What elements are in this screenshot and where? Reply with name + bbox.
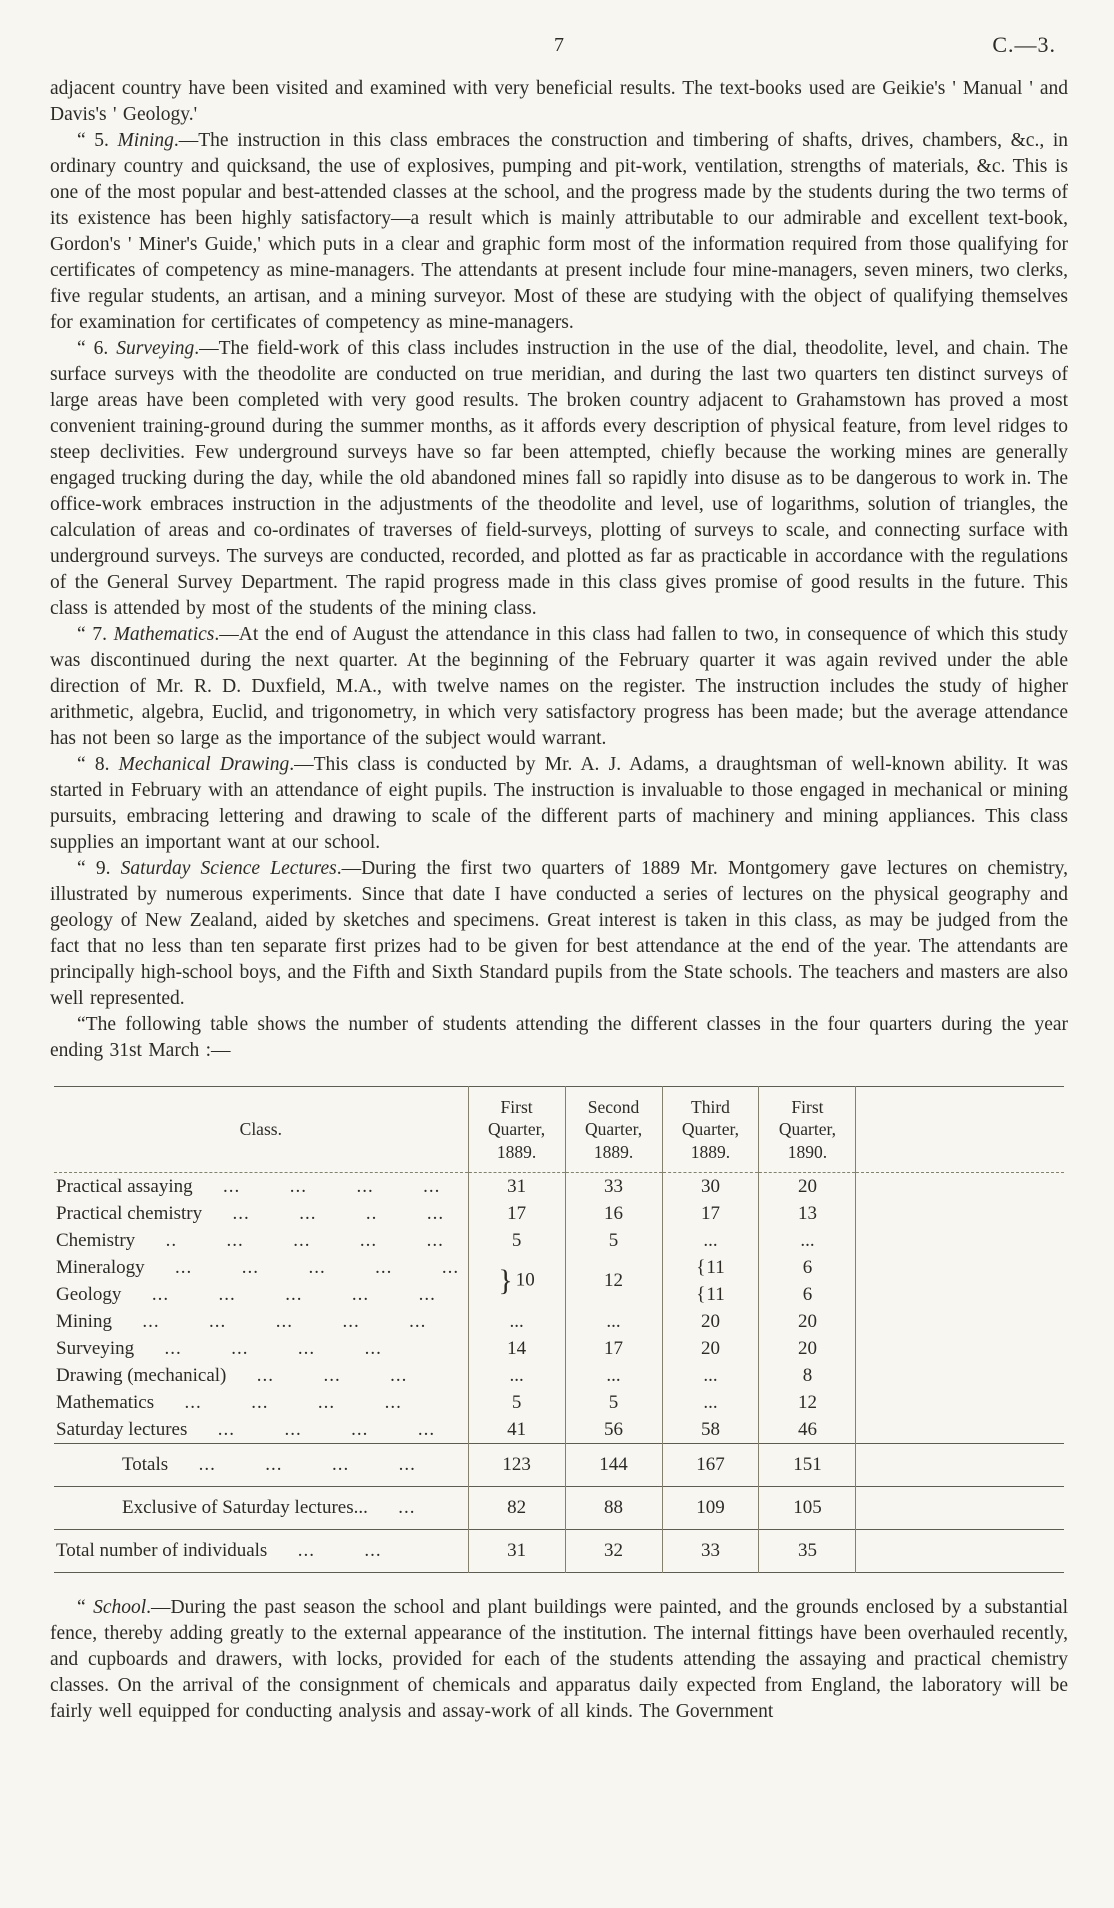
cell-q3: 20 (662, 1308, 759, 1335)
paragraph-text: .—At the end of August the attendance in this class had fallen to two, in consequence of which this study was discontinued during the next quarter. At the beginning of the February quarter it was again revived under the able direction of Mr. R. D. Duxfield, M.A., with twelve names on the register. The instruction includes the study of higher arithmetic, algebra, Euclid, and trigonometry, in which very satisfactory progress has been made; but the average attendance has not been so large as the importance of the subject would warrant. (50, 624, 1068, 749)
class-cell (54, 1254, 468, 1281)
total-individuals-row (54, 1530, 1064, 1573)
cell-q3: ... (662, 1227, 759, 1254)
cell-q2-combined (565, 1254, 662, 1308)
leader-dots: ... ... ... ... (217, 1418, 436, 1440)
cell-q1-combined (468, 1254, 565, 1308)
page-header (50, 34, 1068, 76)
table-row-chemistry (54, 1227, 1064, 1254)
cell-q1: 123 (468, 1444, 565, 1487)
class-cell (54, 1530, 468, 1573)
table-row-mathematics (54, 1389, 1064, 1416)
class-label: Mining (56, 1310, 112, 1332)
cell-q2: ... (565, 1362, 662, 1389)
cell-q1: 82 (468, 1487, 565, 1530)
empty-cell (856, 1308, 1064, 1335)
paragraph-surveying (50, 336, 1068, 622)
leader-dots: ... ... ... ... ... (142, 1310, 427, 1332)
cell-q3: 20 (662, 1335, 759, 1362)
class-cell (54, 1487, 468, 1530)
exclusive-saturday-row (54, 1487, 1064, 1530)
cell-q4: 151 (759, 1444, 856, 1487)
paragraph-prefix: “ 5. (77, 130, 118, 151)
paragraph-text: The following table shows the number of students attending the different classes in the four quarters during the year ending 31st March :— (50, 1014, 1068, 1061)
table-row-saturday-lectures (54, 1416, 1064, 1444)
cell-q1: 14 (468, 1335, 565, 1362)
class-label: Chemistry (56, 1229, 136, 1251)
paragraph-text: .—During the first two quarters of 1889 Mr. Montgomery gave lectures on chemistry, illustrated by numerous experiments. Since that date I have conducted a series of lectures on the physical geography and geology of New Zealand, aided by sketches and specimens. Great interest is taken in this class, as may be judged from the fact that no less than ten separate first prizes had to be given for best attendance at the end of the year. The attendants are principally high-school boys, and the Fifth and Sixth Standard pupils from the State schools. The teachers and masters are also well represented. (50, 858, 1068, 1009)
cell-q1: 5 (468, 1227, 565, 1254)
table-row-practical-assaying (54, 1173, 1064, 1201)
class-label: Geology (56, 1283, 122, 1305)
cell-q4: 13 (759, 1200, 856, 1227)
empty-cell (856, 1389, 1064, 1416)
paragraph-prefix: “ 9. (77, 858, 121, 879)
empty-cell (856, 1362, 1064, 1389)
report-body (50, 76, 1068, 1064)
paragraph-prefix: “ (77, 1014, 86, 1035)
class-label: Mineralogy (56, 1256, 145, 1278)
empty-cell (856, 1444, 1064, 1487)
cell-q1: 5 (468, 1389, 565, 1416)
cell-q4: 20 (759, 1173, 856, 1201)
cell-q2: 88 (565, 1487, 662, 1530)
class-title-italic: School (93, 1597, 147, 1619)
col-header-first-quarter-1890: First Quarter, 1890. (759, 1087, 856, 1173)
leader-dots: ... ... ... ... (164, 1337, 382, 1359)
cell-q2: ... (565, 1308, 662, 1335)
empty-cell (856, 1530, 1064, 1573)
cell-q3: 30 (662, 1173, 759, 1201)
cell-q3: 58 (662, 1416, 759, 1444)
document-reference: C.—3. (992, 32, 1056, 57)
col-header-filler (856, 1087, 1064, 1173)
summary-label: Exclusive of Saturday lectures... (122, 1497, 368, 1519)
leader-dots: ... ... .. ... (232, 1202, 445, 1224)
cell-q1: ... (468, 1362, 565, 1389)
leader-dots: ... ... ... (256, 1364, 408, 1386)
leader-dots: ... ... ... ... ... (151, 1283, 436, 1305)
class-cell (54, 1173, 468, 1201)
empty-cell (856, 1335, 1064, 1362)
paragraph-mining (50, 128, 1068, 336)
class-cell (54, 1362, 468, 1389)
table-row-practical-chemistry (54, 1200, 1064, 1227)
col-header-second-quarter-1889: Second Quarter, 1889. (565, 1087, 662, 1173)
paragraph-text: .—During the past season the school and plant buildings were painted, and the grounds enclosed by a substantial fence, thereby adding greatly to the external appearance of the institution. The internal fittings have been overhauled recently, and cupboards and drawers, with locks, provided for each of the students attending the assaying and practical chemistry classes. On the arrival of the consignment of chemicals and apparatus daily expected from England, the laboratory will be fairly well equipped for conducting analysis and assay-work of all kinds. The Government (50, 1597, 1068, 1723)
col-header-first-quarter-1889: First Quarter, 1889. (468, 1087, 565, 1173)
empty-cell (856, 1227, 1064, 1254)
empty-cell (856, 1254, 1064, 1281)
leader-dots: ... ... ... ... ... (175, 1256, 460, 1278)
class-cell (54, 1308, 468, 1335)
cell-q3: 17 (662, 1200, 759, 1227)
page-number: 7 (554, 34, 564, 56)
leader-dots: ... ... ... ... (198, 1454, 416, 1476)
class-title-italic: Saturday Science Lectures (120, 858, 337, 879)
cell-value: 11 (706, 1256, 725, 1278)
cell-q3 (662, 1254, 759, 1281)
cell-q4: 46 (759, 1416, 856, 1444)
cell-q1: 31 (468, 1173, 565, 1201)
paragraph-continuation (50, 76, 1068, 128)
brace-open-icon: { (696, 1256, 706, 1278)
cell-q3: ... (662, 1389, 759, 1416)
leader-dots: .. ... ... ... ... (165, 1229, 444, 1251)
cell-q2: 33 (565, 1173, 662, 1201)
cell-q2: 32 (565, 1530, 662, 1573)
cell-q1: 41 (468, 1416, 565, 1444)
empty-cell (856, 1416, 1064, 1444)
cell-q4: 6 (759, 1281, 856, 1308)
paragraph-prefix: “ 8. (77, 754, 119, 775)
cell-q4: 6 (759, 1254, 856, 1281)
class-title-italic: Mathematics (113, 624, 215, 645)
cell-q1: 17 (468, 1200, 565, 1227)
cell-value: 12 (604, 1270, 624, 1292)
paragraph-text: .—The instruction in this class embraces the construction and timbering of shafts, drives, chambers, &c., in ordinary country and quicksand, the use of explosives, pumping and pit-work, ventilation, strengths of materials, &c. This is one of the most popular and best-attended classes at the school, and the progress made by the students during the two terms of its existence has been highly satisfactory—a result which is mainly attributable to our admirable and excellent text-book, Gordon's ' Miner's Guide,' which puts in a clear and graphic form most of the information required from those qualifying for certificates of competency as mine-managers. The attendants at present include four mine-managers, seven miners, two clerks, five regular students, an artisan, and a mining surveyor. Most of these are studying with the object of qualifying themselves for examination for certificates of competency as mine-managers. (50, 130, 1068, 333)
class-cell (54, 1335, 468, 1362)
class-title-italic: Mining (117, 130, 174, 151)
brace-close-icon: } (498, 1264, 513, 1298)
cell-q4: 12 (759, 1389, 856, 1416)
cell-q1: ... (468, 1308, 565, 1335)
class-label: Drawing (mechanical) (56, 1364, 227, 1386)
paragraph-school (50, 1595, 1068, 1725)
paragraph-prefix: “ (77, 1597, 94, 1619)
cell-q2: 16 (565, 1200, 662, 1227)
class-cell (54, 1444, 468, 1487)
class-label: Saturday lectures (56, 1418, 188, 1440)
class-title-italic: Mechanical Drawing (118, 754, 290, 775)
brace-open-icon: { (696, 1283, 706, 1305)
cell-q4: 8 (759, 1362, 856, 1389)
paragraph-text: .—This class is conducted by Mr. A. J. Adams, a draughtsman of well-known ability. It was started in February with an attendance of eight pupils. The instruction is invaluable to those engaged in mechanical or mining pursuits, embracing lettering and drawing to scale of the different parts of machinery and mining appliances. This class supplies an important want at our school. (50, 754, 1069, 853)
paragraph-mechanical-drawing (50, 752, 1068, 856)
cell-q3: 167 (662, 1444, 759, 1487)
class-cell (54, 1416, 468, 1444)
class-label: Mathematics (56, 1391, 155, 1413)
class-cell (54, 1200, 468, 1227)
cell-value: 10 (515, 1269, 535, 1291)
cell-q1: 31 (468, 1530, 565, 1573)
class-cell (54, 1389, 468, 1416)
table-row-mineralogy (54, 1254, 1064, 1281)
cell-q3 (662, 1281, 759, 1308)
leader-dots: ... (398, 1497, 416, 1519)
paragraph-text: adjacent country have been visited and examined with very beneficial results. The text-books used are Geikie's ' Manual ' and Davis's ' Geology.' (50, 78, 1068, 125)
attendance-table-section (54, 1086, 1064, 1573)
class-cell (54, 1281, 468, 1308)
col-header-class: Class. (239, 1119, 282, 1140)
cell-q4: 20 (759, 1335, 856, 1362)
cell-q2: 5 (565, 1389, 662, 1416)
leader-dots: ... ... ... ... (223, 1175, 441, 1197)
empty-cell (856, 1281, 1064, 1308)
cell-q4: 105 (759, 1487, 856, 1530)
cell-q2: 17 (565, 1335, 662, 1362)
paragraph-table-intro (50, 1012, 1068, 1064)
col-header-third-quarter-1889: Third Quarter, 1889. (662, 1087, 759, 1173)
paragraph-prefix: “ 7. (77, 624, 114, 645)
table-header-row (54, 1087, 1064, 1173)
cell-q3: 109 (662, 1487, 759, 1530)
empty-cell (856, 1200, 1064, 1227)
cell-q4: 35 (759, 1530, 856, 1573)
cell-q2: 56 (565, 1416, 662, 1444)
table-row-drawing-mechanical (54, 1362, 1064, 1389)
attendance-table (54, 1086, 1064, 1573)
class-label: Practical chemistry (56, 1202, 203, 1224)
summary-label: Totals (122, 1454, 169, 1476)
paragraph-prefix: “ 6. (77, 338, 117, 359)
cell-q2: 144 (565, 1444, 662, 1487)
leader-dots: ... ... ... ... (184, 1391, 402, 1413)
cell-q3: ... (662, 1362, 759, 1389)
paragraph-mathematics (50, 622, 1068, 752)
paragraph-text: .—The field-work of this class includes instruction in the use of the dial, theodolite, level, and chain. The surface surveys with the theodolite are conducted on true meridian, and during the last two quarters ten distinct surveys of large areas have been completed with very good results. The broken country adjacent to Grahamstown has proved a most convenient training-ground during the summer months, as it affords every description of physical feature, from level ridges to steep declivities. Few underground surveys have so far been attempted, chiefly because the working mines are generally engaged trucking during the day, while the old abandoned mines fall so rapidly into disuse as to be dangerous to work in. The office-work embraces instruction in the adjustments of the theodolite and level, use of logarithms, solution of triangles, the calculation of areas and co-ordinates of traverses of field-surveys, plotting of surveys to scale, and connecting surface with underground surveys. The surveys are conducted, recorded, and plotted as far as practicable in accordance with the regulations of the General Survey Department. The rapid progress made in this class gives promise of good results in the future. This class is attended by most of the students of the mining class. (50, 338, 1068, 619)
summary-label: Total number of individuals (56, 1540, 268, 1562)
report-body-after-table (50, 1595, 1068, 1725)
cell-q4: ... (759, 1227, 856, 1254)
class-cell (54, 1227, 468, 1254)
cell-q2: 5 (565, 1227, 662, 1254)
empty-cell (856, 1487, 1064, 1530)
cell-value: 11 (706, 1283, 725, 1305)
class-title-italic: Surveying (116, 338, 195, 359)
leader-dots: ... ... (297, 1540, 382, 1562)
cell-q3: 33 (662, 1530, 759, 1573)
table-row-surveying (54, 1335, 1064, 1362)
totals-row (54, 1444, 1064, 1487)
class-label: Practical assaying (56, 1175, 193, 1197)
paragraph-saturday-lectures (50, 856, 1068, 1012)
cell-q4: 20 (759, 1308, 856, 1335)
class-label: Surveying (56, 1337, 135, 1359)
empty-cell (856, 1173, 1064, 1201)
table-row-mining (54, 1308, 1064, 1335)
